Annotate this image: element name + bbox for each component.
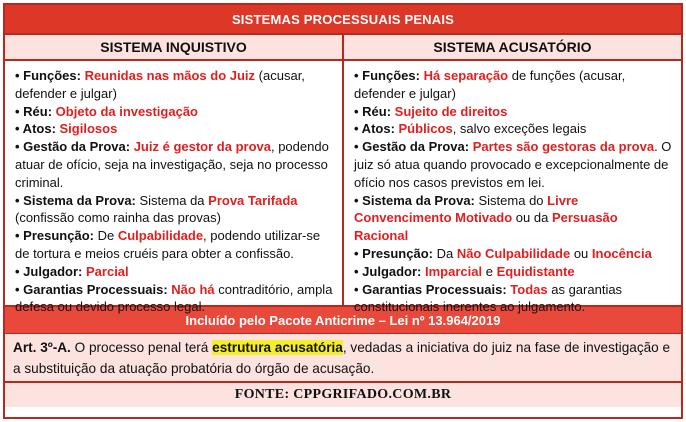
item-label: • Presunção: bbox=[354, 245, 437, 261]
item-after: , podendo atuar de ofício, seja na investigação, seja no processo criminal. bbox=[15, 139, 329, 190]
table-title: SISTEMAS PROCESSUAIS PENAIS bbox=[5, 5, 681, 35]
item-pre: Da bbox=[436, 245, 457, 261]
article-3a-text bbox=[5, 334, 681, 383]
item-label: • Funções: bbox=[354, 68, 424, 83]
item-label: • Sistema da Prova: bbox=[354, 192, 479, 208]
list-item bbox=[354, 103, 673, 121]
item-after: . O juiz só atua quando provocado e excepcionalmente de ofício nos casos previstos em lei. bbox=[354, 139, 672, 190]
item-label: • Gestão da Prova: bbox=[15, 139, 134, 155]
list-item bbox=[354, 263, 673, 281]
item-highlight: Objeto da investigação bbox=[55, 103, 198, 119]
item-label: • Réu: bbox=[15, 103, 56, 119]
item-highlight: Imparcial bbox=[425, 263, 483, 279]
item-after: contraditório, ampla defesa ou devido processo legal. bbox=[15, 281, 333, 315]
article-highlight: estrutura acusatória bbox=[212, 340, 343, 355]
item-highlight: Reunidas nas mãos do Juiz bbox=[84, 68, 256, 83]
item-pre: De bbox=[97, 228, 118, 244]
columns-body bbox=[5, 61, 681, 315]
item-highlight: Prova Tarifada bbox=[208, 192, 298, 208]
item-mid: e bbox=[482, 263, 497, 279]
item-label: • Julgador: bbox=[15, 263, 86, 279]
item-mid: ou bbox=[570, 245, 592, 261]
item-highlight: Sujeito de direitos bbox=[394, 103, 508, 119]
item-highlight: Juiz é gestor da prova bbox=[133, 139, 271, 155]
item-highlight2: Inocência bbox=[591, 245, 652, 261]
inquisitive-system-column bbox=[5, 61, 344, 315]
item-highlight: Não Culpabilidade bbox=[456, 245, 571, 261]
item-label: • Gestão da Prova: bbox=[354, 139, 473, 155]
item-label: • Garantias Processuais: bbox=[354, 281, 511, 297]
item-after: de funções (acusar, defender e julgar) bbox=[354, 68, 626, 101]
item-label: • Funções: bbox=[15, 68, 85, 83]
item-highlight: Públicos bbox=[398, 121, 453, 137]
item-pre: Sistema da bbox=[139, 192, 209, 208]
comparison-table bbox=[3, 3, 683, 419]
list-item bbox=[354, 138, 673, 191]
item-label: • Atos: bbox=[15, 121, 60, 137]
item-highlight: Todas bbox=[510, 281, 548, 297]
list-item bbox=[354, 281, 673, 317]
list-item bbox=[354, 245, 673, 263]
item-pre: Sistema do bbox=[478, 192, 548, 208]
item-highlight: Culpabilidade bbox=[117, 228, 204, 244]
item-label: • Atos: bbox=[354, 121, 399, 137]
list-item bbox=[354, 192, 673, 245]
item-label: • Réu: bbox=[354, 103, 395, 119]
list-item bbox=[354, 120, 673, 138]
list-item bbox=[354, 67, 673, 103]
list-item bbox=[15, 192, 334, 228]
pacote-anticrime-banner: Incluído pelo Pacote Anticrime – Lei nº 13.964/2019 bbox=[5, 307, 681, 334]
item-label: • Sistema da Prova: bbox=[15, 192, 140, 208]
item-after: (acusar, defender e julgar) bbox=[15, 68, 305, 101]
article-after: , vedadas a iniciativa do juiz na fase de investigação e a substituição da atuação probatória do órgão de acusação. bbox=[13, 340, 671, 376]
list-item bbox=[15, 281, 334, 317]
item-highlight: Sigilosos bbox=[59, 121, 118, 137]
article-label: Art. 3º-A. bbox=[13, 340, 71, 355]
right-column-heading: SISTEMA ACUSATÓRIO bbox=[344, 35, 681, 59]
list-item bbox=[15, 103, 334, 121]
left-column-heading: SISTEMA INQUISTIVO bbox=[5, 35, 344, 59]
source-footer: FONTE: CPPGRIFADO.COM.BR bbox=[5, 383, 681, 407]
item-mid: ou da bbox=[512, 210, 552, 226]
article-before: O processo penal terá bbox=[70, 340, 213, 355]
item-highlight: Há separação bbox=[423, 68, 509, 83]
item-highlight: Livre Convencimento Motivado bbox=[354, 192, 579, 226]
item-highlight: Partes são gestoras da prova bbox=[472, 139, 655, 155]
item-highlight: Parcial bbox=[86, 263, 129, 279]
list-item bbox=[15, 67, 334, 103]
list-item bbox=[15, 263, 334, 281]
item-label: • Presunção: bbox=[15, 228, 98, 244]
item-highlight2: Equidistante bbox=[496, 263, 575, 279]
item-highlight: Não há bbox=[171, 281, 215, 297]
column-headers bbox=[5, 35, 681, 61]
accusatory-system-column bbox=[344, 61, 681, 315]
list-item bbox=[15, 120, 334, 138]
item-after: (confissão como rainha das provas) bbox=[15, 210, 221, 226]
list-item bbox=[15, 138, 334, 191]
item-highlight2: Persuasão Racional bbox=[354, 210, 618, 244]
item-label: • Garantias Processuais: bbox=[15, 281, 172, 297]
item-label: • Julgador: bbox=[354, 263, 425, 279]
item-after: , podendo utilizar-se de tortura e meios cruéis para obter a confissão. bbox=[15, 228, 321, 261]
list-item bbox=[15, 227, 334, 263]
item-after: as garantias constitucionais inerentes ao julgamento. bbox=[354, 281, 623, 315]
item-after: , salvo exceções legais bbox=[452, 121, 587, 137]
